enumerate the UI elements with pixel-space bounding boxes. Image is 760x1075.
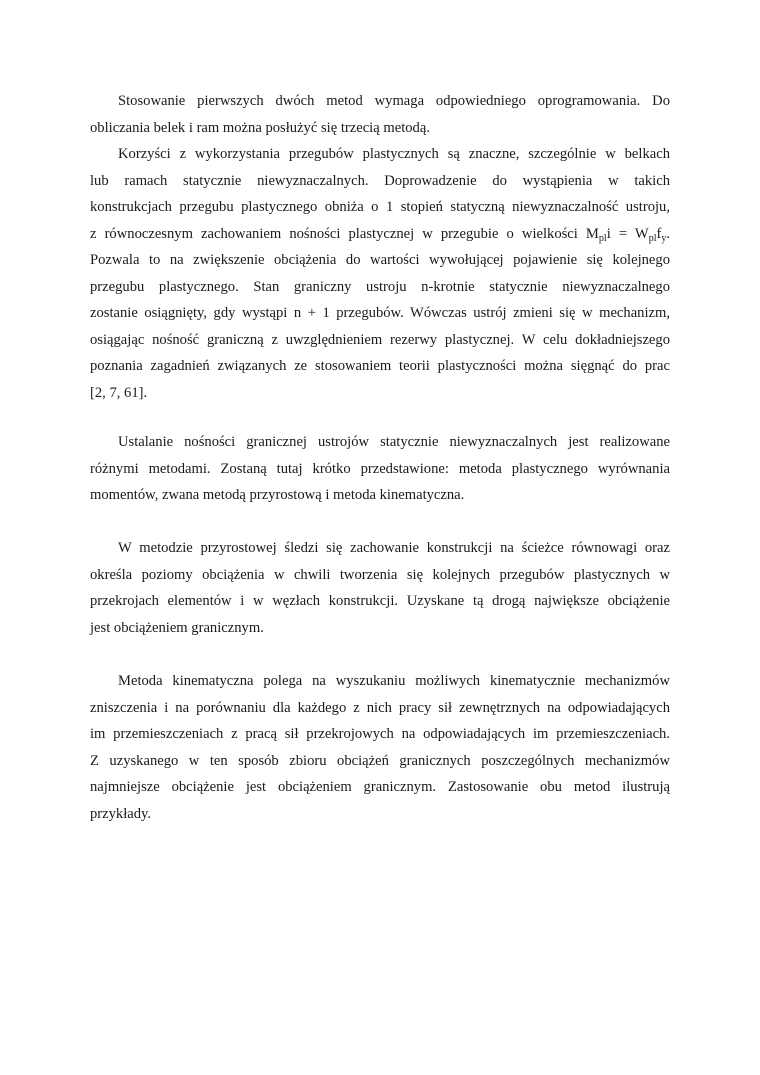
- text-line: Korzyści z wykorzystania przegubów plastycznych są znaczne, szczególnie w belkach: [118, 146, 670, 162]
- text-line: [2, 7, 61].: [90, 384, 148, 401]
- text-line: najmniejsze obciążenie jest obciążeniem granicznym. Zastosowanie obu metod ilustrują: [90, 779, 670, 795]
- formula-subscript: y: [661, 232, 667, 244]
- text-line: przykłady.: [90, 805, 152, 822]
- formula-text: .: [666, 225, 671, 242]
- formula-subscript: pl: [598, 232, 607, 244]
- text-line: zostanie osiągnięty, gdy wystąpi n + 1 przegubów. Wówczas ustrój zmieni się w mechanizm,: [90, 305, 670, 321]
- text-line: Z uzyskanego w ten sposób zbioru obciążeń granicznych poszczególnych mechanizmów: [90, 752, 670, 769]
- text-line: momentów, zwana metodą przyrostową i metoda kinematyczna.: [90, 487, 465, 503]
- text-line-with-formula: [90, 221, 670, 248]
- text-line: poznania zagadnień związanych ze stosowaniem teorii plastyczności można sięgnąć do prac: [90, 358, 670, 374]
- text-line: jest obciążeniem granicznym.: [90, 619, 264, 636]
- text-segment: z równoczesnym zachowaniem nośności plastycznej w przegubie o wielkości M: [90, 225, 599, 242]
- text-line: konstrukcjach przegubu plastycznego obniża o 1 stopień statyczną niewyznaczalność ustroju,: [90, 199, 670, 215]
- text-line: przegubu plastycznego. Stan graniczny ustroju n-krotnie statycznie niewyznaczalnego: [90, 278, 670, 295]
- text-line: Stosowanie pierwszych dwóch metod wymaga odpowiedniego oprogramowania. Do: [118, 93, 670, 109]
- paragraph-2: [90, 141, 670, 406]
- text-line: przekrojach elementów i w węzłach konstrukcji. Uzyskane tą drogą największe obciążenie: [90, 593, 670, 609]
- text-line: W metodzie przyrostowej śledzi się zachowanie konstrukcji na ścieżce równowagi oraz: [118, 540, 670, 556]
- paragraph-4: [90, 535, 670, 641]
- text-line: określa poziomy obciążenia w chwili tworzenia się kolejnych przegubów plastycznych w: [90, 566, 670, 583]
- formula-text: i = W: [606, 225, 649, 242]
- formula-text: f: [656, 225, 662, 242]
- paragraph-3: [90, 429, 670, 509]
- text-line: Metoda kinematyczna polega na wyszukaniu możliwych kinematycznie mechanizmów: [118, 673, 670, 689]
- text-line: Pozwala to na zwiększenie obciążenia do wartości wywołującej pojawienie się kolejnego: [90, 252, 670, 268]
- text-line: im przemieszczeniach z pracą sił przekrojowych na odpowiadających im przemieszczeniach.: [90, 726, 670, 742]
- text-line: osiągając nośność graniczną z uwzględnieniem rezerwy plastycznej. W celu dokładniejszego: [90, 331, 670, 348]
- text-line: obliczania belek i ram można posłużyć się trzecią metodą.: [90, 119, 430, 136]
- text-line: zniszczenia i na porównaniu dla każdego z nich pracy sił zewnętrznych na odpowiadających: [90, 699, 670, 716]
- formula-subscript: pl: [648, 232, 657, 244]
- text-line: lub ramach statycznie niewyznaczalnych. Doprowadzenie do wystąpienia w takich: [90, 172, 670, 189]
- paragraph-1: [90, 88, 670, 141]
- text-line: Ustalanie nośności granicznej ustrojów statycznie niewyznaczalnych jest realizowane: [118, 434, 670, 450]
- paragraph-5: [90, 668, 670, 827]
- text-line: różnymi metodami. Zostaną tutaj krótko przedstawione: metoda plastycznego wyrównania: [90, 460, 670, 477]
